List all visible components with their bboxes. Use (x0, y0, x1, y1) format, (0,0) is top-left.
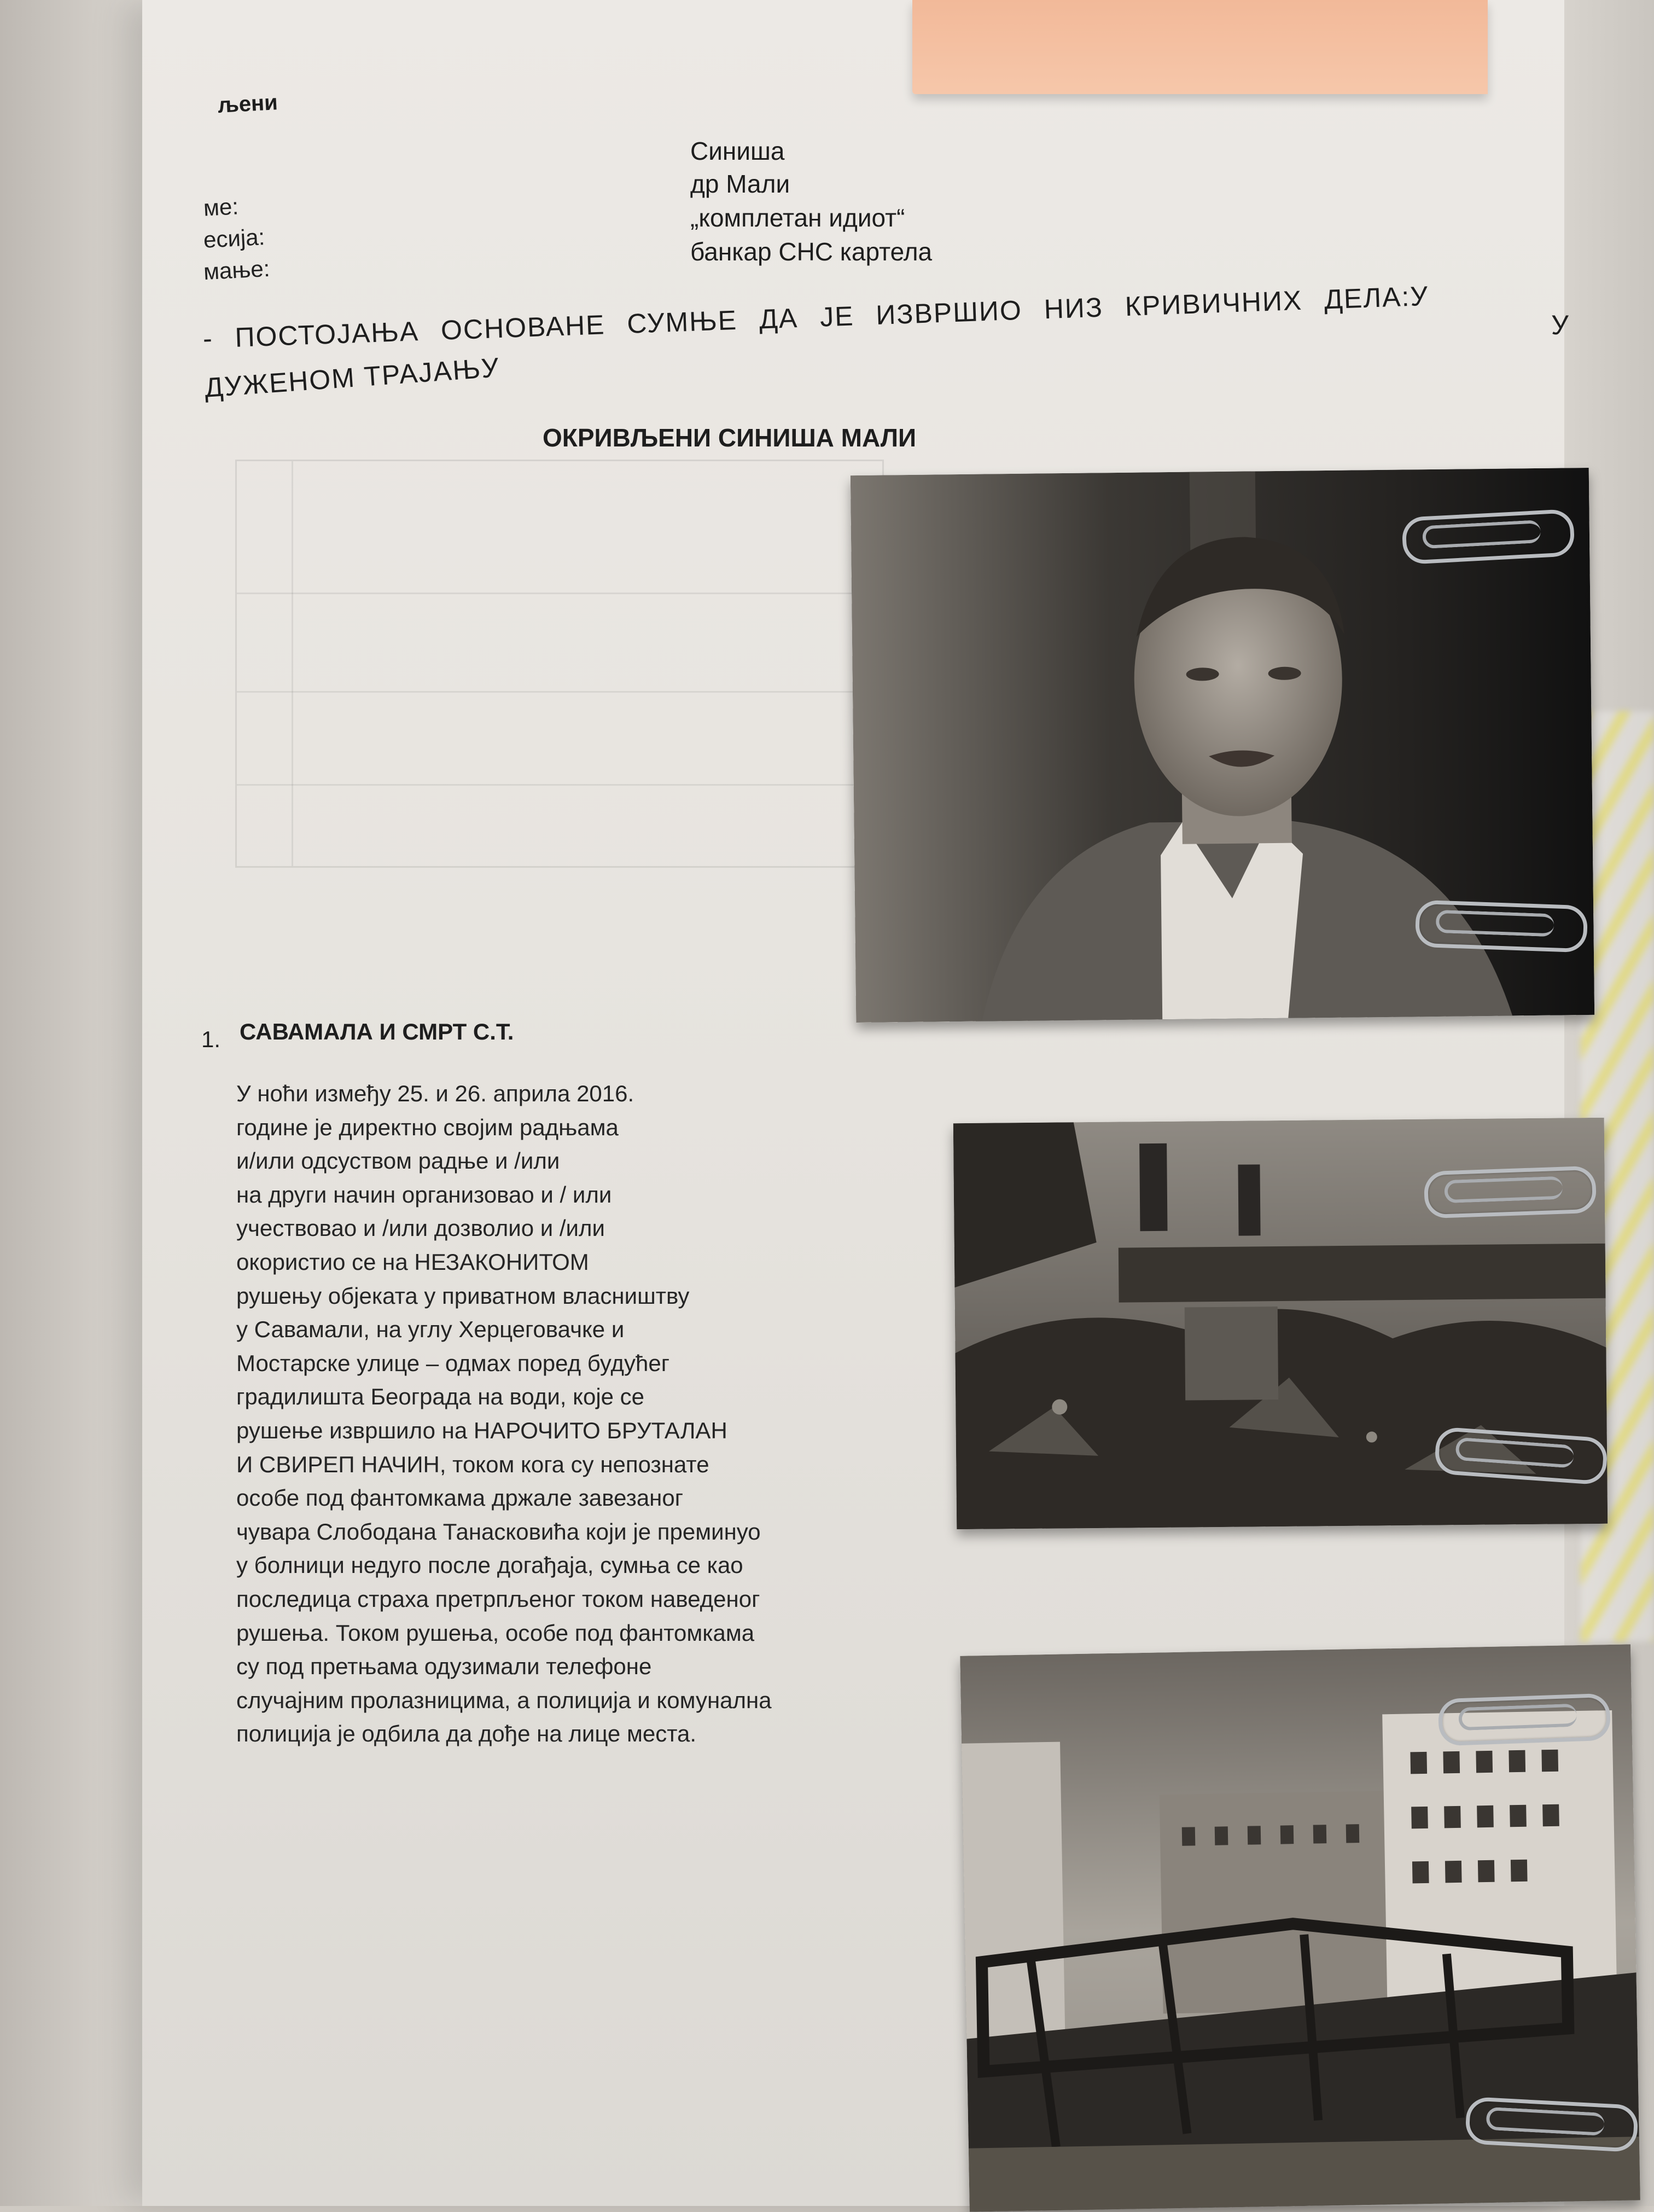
charge-word: ОСНОВАНЕ (440, 309, 606, 346)
body-line: и/или одсуством радње и /или (236, 1148, 560, 1174)
paper-clip-icon (1438, 1693, 1611, 1746)
accused-heading: ОКРИВЉЕНИ СИНИША МАЛИ (543, 423, 917, 452)
ghost-table-showthrough (235, 460, 884, 868)
charge-word: ЈЕ (819, 300, 855, 333)
body-line: рушења. Током рушења, особе под фантомкама (236, 1619, 755, 1646)
body-line: су под претњама одузимали телефоне (236, 1653, 652, 1680)
paper-clip-icon (1415, 900, 1588, 953)
body-line: рушење извршило на НАРОЧИТО БРУТАЛАН (236, 1417, 727, 1443)
body-line: у болници недуго после догађаја, сумња се као (236, 1552, 743, 1578)
body-line: окористио се на НЕЗАКОНИТОМ (236, 1249, 589, 1275)
section-body (236, 1077, 772, 1751)
body-line: особе под фантомкама држале завезаног (236, 1485, 684, 1511)
field-value-description: „комплетан идиот“ (690, 204, 905, 232)
paper-clip-icon (1465, 2097, 1639, 2152)
charge-dash: - (202, 323, 214, 354)
charge-word: СУМЊЕ (626, 304, 738, 339)
sticky-note (912, 0, 1488, 94)
charge-word: ПОСТОЈАЊА (234, 316, 420, 353)
charge-word: ДЕЛА:У (1324, 280, 1429, 315)
charge-word: НИЗ (1043, 292, 1104, 325)
body-line: учествовао и /или дозволио и /или (236, 1215, 605, 1241)
field-label-name: ме: (202, 193, 240, 221)
body-line: последица страха претрпљеног током наведеног (236, 1586, 760, 1612)
section-number: 1. (201, 1026, 221, 1052)
field-value-first-name: Синиша (690, 137, 785, 165)
charge-word: ДА (758, 303, 799, 335)
charge-word: ИЗВРШИО (875, 294, 1023, 330)
body-line: на други начин организовао и / или (236, 1181, 612, 1207)
body-line: И СВИРЕП НАЧИН, током кога су непознате (236, 1451, 709, 1477)
body-line: У ноћи између 25. и 26. априла 2016. (236, 1081, 634, 1106)
body-line: полиција је одбила да дође на лице места. (236, 1721, 696, 1747)
body-line: чувара Слободана Танасковића који је преминуо (236, 1518, 761, 1545)
body-line: рушењу објеката у приватном власништву (236, 1282, 690, 1309)
paper-clip-icon (1401, 509, 1575, 565)
charge-edge-letter: У (1551, 310, 1570, 340)
field-value-role: банкар СНС картела (690, 237, 933, 266)
body-line: случајним пролазницима, а полиција и комунална (236, 1687, 772, 1713)
field-label-other: мање: (202, 255, 271, 285)
header-title-fragment: љени (217, 90, 278, 118)
charge-word: КРИВИЧНИХ (1124, 285, 1303, 322)
paper-clip-icon (1424, 1166, 1597, 1219)
field-label-profession: есија: (202, 224, 266, 253)
body-line: градилишта Београда на води, које се (236, 1384, 645, 1410)
field-value-surname: др Мали (690, 170, 790, 198)
body-line: у Савамали, на углу Херцеговачке и (236, 1316, 625, 1343)
body-line: Мостарске улице – одмах поред будућег (236, 1350, 670, 1376)
charge-statement-line2: ДУЖЕНОМ ТРАЈАЊУ (203, 352, 501, 403)
body-line: године је директно својим радњама (236, 1114, 619, 1140)
section-title: САВАМАЛА И СМРТ С.Т. (240, 1019, 514, 1044)
